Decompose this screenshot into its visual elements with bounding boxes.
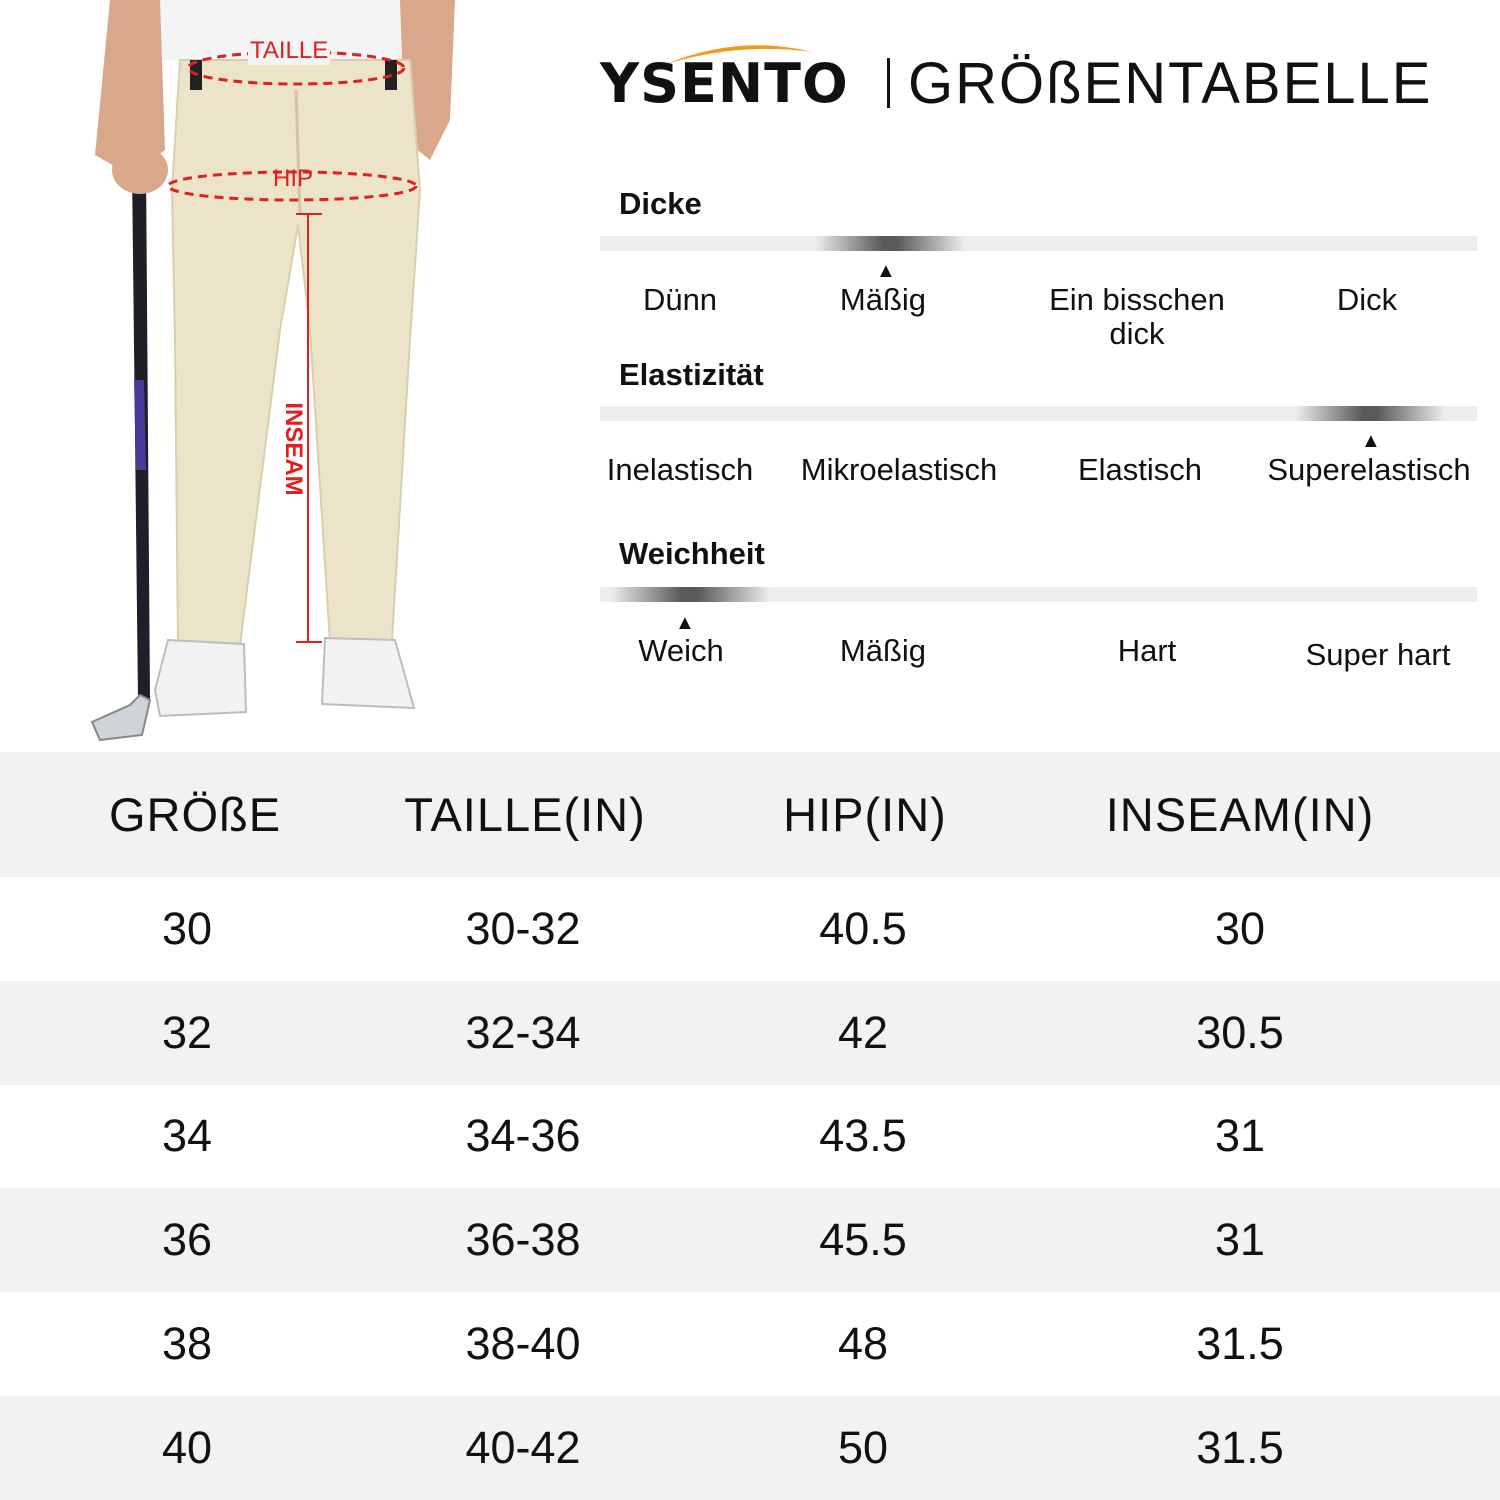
elasticity-option-micro-elastic: Mikroelastisch [800, 452, 998, 487]
table-row [0, 1292, 1500, 1396]
thickness-scale-track [600, 236, 1477, 251]
inseam-label: INSEAM [280, 402, 307, 496]
thickness-heading: Dicke [619, 186, 702, 221]
softness-option-moderate: Mäßig [839, 633, 927, 668]
pants-measurement-illustration [0, 0, 560, 750]
elasticity-scale-track [600, 406, 1477, 421]
header-hip: HIP(IN) [783, 788, 947, 841]
cell-waist: 40-42 [465, 1421, 581, 1473]
softness-option-super-hard: Super hart [1305, 637, 1451, 672]
cell-hip: 48 [837, 1318, 889, 1370]
brand-logo [600, 38, 880, 118]
thickness-marker-icon: ▲ [876, 260, 896, 282]
header-inseam: INSEAM(IN) [1105, 788, 1375, 841]
elasticity-option-super-elastic: Superelastisch [1267, 452, 1471, 487]
table-row [0, 1085, 1500, 1189]
cell-hip: 42 [837, 1006, 889, 1058]
softness-scale-indicator [610, 587, 770, 602]
cell-hip: 50 [837, 1421, 889, 1473]
cell-inseam: 31.5 [1196, 1421, 1284, 1473]
cell-inseam: 31 [1214, 1214, 1266, 1266]
softness-option-hard: Hart [1117, 633, 1177, 668]
hip-label: HIP [273, 165, 314, 192]
table-row [0, 877, 1500, 981]
cell-inseam: 31.5 [1196, 1318, 1284, 1370]
cell-size: 34 [161, 1110, 213, 1162]
header-waist: TAILLE(IN) [404, 788, 646, 841]
thickness-option-moderate: Mäßig [839, 282, 927, 317]
thickness-option-slightly-thick: Ein bisschen dick [1049, 282, 1225, 351]
golfer-figure-image [0, 0, 560, 750]
title-divider [887, 58, 890, 108]
waist-label: TAILLE [250, 37, 329, 64]
cell-waist: 36-38 [465, 1214, 581, 1266]
cell-size: 36 [161, 1214, 213, 1266]
thickness-scale-indicator [815, 236, 965, 251]
cell-inseam: 30 [1214, 902, 1266, 954]
size-table [0, 752, 1500, 1500]
elasticity-marker-icon: ▲ [1361, 430, 1381, 452]
cell-size: 32 [161, 1006, 213, 1058]
table-row [0, 981, 1500, 1085]
softness-marker-icon: ▲ [675, 612, 695, 634]
elasticity-option-inelastic: Inelastisch [606, 452, 754, 487]
cell-waist: 30-32 [465, 902, 581, 954]
elasticity-scale-indicator [1295, 406, 1445, 421]
header-size: GRÖßE [108, 788, 282, 841]
elasticity-option-elastic: Elastisch [1077, 452, 1203, 487]
cell-waist: 34-36 [465, 1110, 581, 1162]
cell-hip: 40.5 [819, 902, 907, 954]
softness-heading: Weichheit [619, 536, 765, 571]
table-header-row [0, 752, 1500, 877]
cell-hip: 43.5 [819, 1110, 907, 1162]
cell-waist: 38-40 [465, 1318, 581, 1370]
thickness-option-thick: Dick [1336, 282, 1398, 317]
cell-inseam: 31 [1214, 1110, 1266, 1162]
thickness-option-thin: Dünn [642, 282, 718, 317]
cell-size: 30 [161, 902, 213, 954]
cell-size: 40 [161, 1421, 213, 1473]
table-row [0, 1188, 1500, 1292]
cell-hip: 45.5 [819, 1214, 907, 1266]
table-row [0, 1396, 1500, 1500]
cell-inseam: 30.5 [1196, 1006, 1284, 1058]
softness-scale-track [600, 587, 1477, 602]
cell-waist: 32-34 [465, 1006, 581, 1058]
cell-size: 38 [161, 1318, 213, 1370]
elasticity-heading: Elastizität [619, 357, 764, 392]
page-title: GRÖßENTABELLE [908, 51, 1433, 116]
brand-name: YSENTO [600, 52, 849, 115]
softness-option-soft: Weich [638, 633, 724, 668]
